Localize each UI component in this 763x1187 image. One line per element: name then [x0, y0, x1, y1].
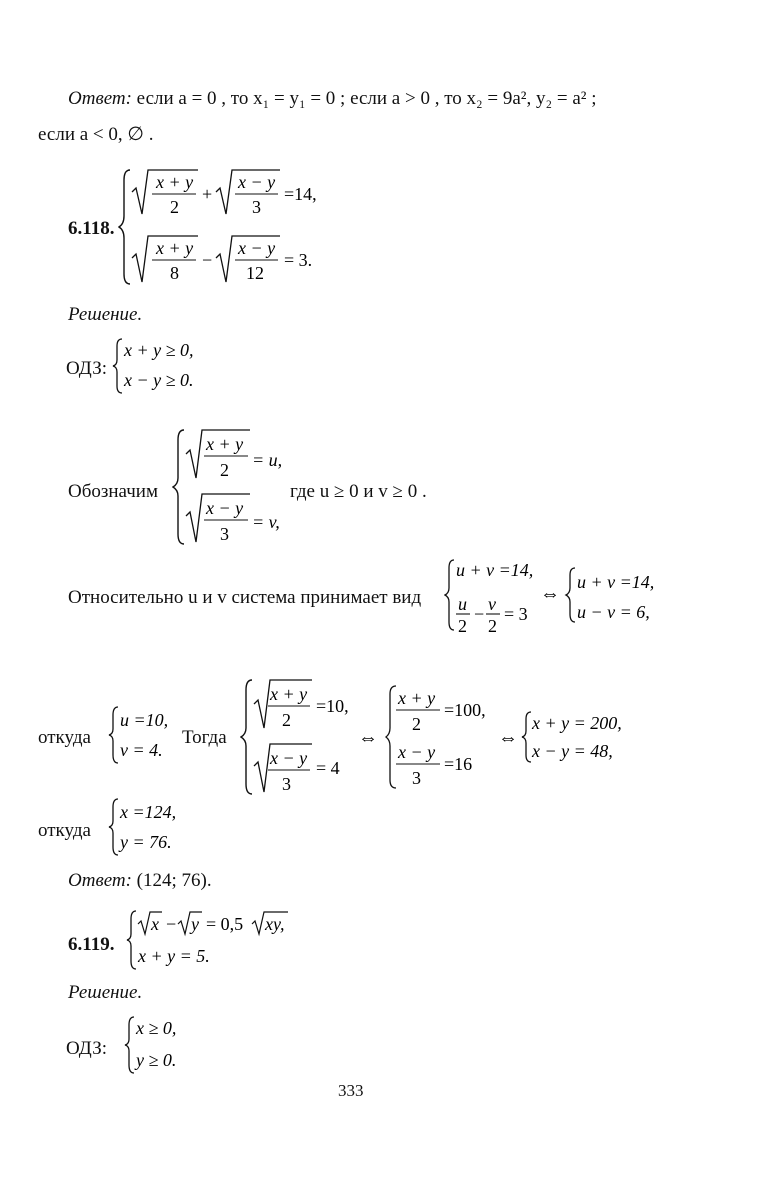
eq2-rhs: = 3. [284, 250, 313, 270]
sys1-den: 2 [458, 616, 467, 636]
xy-result [108, 796, 208, 858]
uv-eq-2: v = 4. [120, 740, 163, 760]
answer-label: Ответ: [68, 870, 132, 891]
odz-label: ОДЗ: [66, 358, 108, 379]
frac-den: 2 [412, 714, 421, 734]
eq1-x: x [151, 914, 159, 934]
frac-num: x − y [206, 498, 244, 518]
res-y: y = 76. [120, 832, 172, 852]
odz-line-1: x + y ≥ 0, [124, 340, 194, 360]
res-x: x =124, [120, 802, 177, 822]
svg-text:−: − [474, 604, 485, 624]
sys1-den: 2 [488, 616, 497, 636]
sys1-eq1: u + v =14, [456, 560, 534, 580]
sys1-frac-v: v [488, 594, 496, 614]
frac-num: x + y [270, 684, 308, 704]
frac-eq2-rhs: =16 [444, 754, 473, 774]
eq2: x + y = 5. [138, 946, 210, 966]
eq1-mid: = 0,5 [206, 914, 244, 934]
eq1-y: y [191, 914, 199, 934]
frac-num: x + y [398, 688, 436, 708]
relative-text: Относительно u и v система принимает вид [68, 587, 422, 608]
final-systems [240, 676, 660, 800]
eq1-xy: xy, [265, 914, 285, 934]
odz-system [112, 336, 232, 396]
problem-number-119: 6.119. [68, 934, 115, 955]
frac-num: x − y [270, 748, 308, 768]
answer-line-2: если a < 0, ∅ . [38, 124, 154, 145]
odz-label-119: ОДЗ: [66, 1038, 108, 1059]
sys1-eq2-rhs: = 3 [504, 604, 528, 624]
frac-den: 3 [252, 197, 261, 217]
denote-label: Обозначим [68, 481, 158, 502]
solution-title-119: Решение. [68, 982, 143, 1003]
svg-text:+: + [202, 184, 213, 204]
root-eq1-rhs: =10, [316, 696, 349, 716]
frac-num: x + y [206, 434, 244, 454]
lin-eq-1: x + y = 200, [532, 713, 622, 733]
denote-condition: где u ≥ 0 и v ≥ 0 . [290, 481, 427, 502]
frac-den: 3 [220, 524, 229, 544]
frac-den: 2 [170, 197, 179, 217]
equiv-icon: ⇔ [498, 727, 518, 749]
answer-line-1 [68, 88, 596, 110]
uv-result [108, 704, 188, 766]
frac-den: 2 [282, 710, 291, 730]
uv-systems [444, 556, 664, 636]
problem-118-system [118, 166, 358, 288]
answer-118 [68, 870, 212, 892]
page-number: 333 [338, 1081, 364, 1100]
solution-title: Решение. [68, 304, 143, 325]
problem-number-118: 6.118. [68, 218, 115, 239]
answer-label: Ответ: [68, 88, 132, 109]
problem-119-system [126, 908, 326, 972]
eq1-minus: − [166, 914, 177, 934]
odz-119-line-1: x ≥ 0, [136, 1018, 177, 1038]
odz-system-119 [124, 1014, 224, 1076]
odz-119-line-2: y ≥ 0. [136, 1050, 177, 1070]
frac-den: 8 [170, 263, 179, 283]
from-label: откуда [38, 727, 91, 748]
uv-eq-1: u =10, [120, 710, 169, 730]
equiv-icon: ⇔ [540, 583, 560, 605]
lin-eq-2: x − y = 48, [532, 741, 613, 761]
from-label-2: откуда [38, 820, 91, 841]
answer-text: если a = 0 , то x₁ = y₁ = 0 ; если a > 0 , то x₂ = 9a², y₂ = a² ; [136, 88, 597, 109]
answer-value: (124; 76). [136, 870, 212, 891]
equiv-icon: ⇔ [358, 727, 378, 749]
frac-num: x − y [238, 238, 276, 258]
then-label: Тогда [182, 727, 227, 748]
frac-num: x + y [156, 238, 194, 258]
denote-eq-1: = u, [252, 450, 283, 470]
frac-num: x + y [156, 172, 194, 192]
root-eq2-rhs: = 4 [316, 758, 340, 778]
sys1-frac-u: u [458, 594, 467, 614]
frac-num: x − y [238, 172, 276, 192]
sys2-eq2: u − v = 6, [577, 602, 650, 622]
frac-den: 2 [220, 460, 229, 480]
frac-den: 12 [246, 263, 264, 283]
eq1-rhs: =14, [284, 184, 317, 204]
denote-system [172, 426, 292, 548]
sys2-eq1: u + v =14, [577, 572, 655, 592]
frac-den: 3 [412, 768, 421, 788]
odz-line-2: x − y ≥ 0. [124, 370, 194, 390]
denote-eq-2: = v, [252, 512, 280, 532]
frac-den: 3 [282, 774, 291, 794]
frac-num: x − y [398, 742, 436, 762]
frac-eq1-rhs: =100, [444, 700, 486, 720]
svg-text:−: − [202, 250, 213, 270]
